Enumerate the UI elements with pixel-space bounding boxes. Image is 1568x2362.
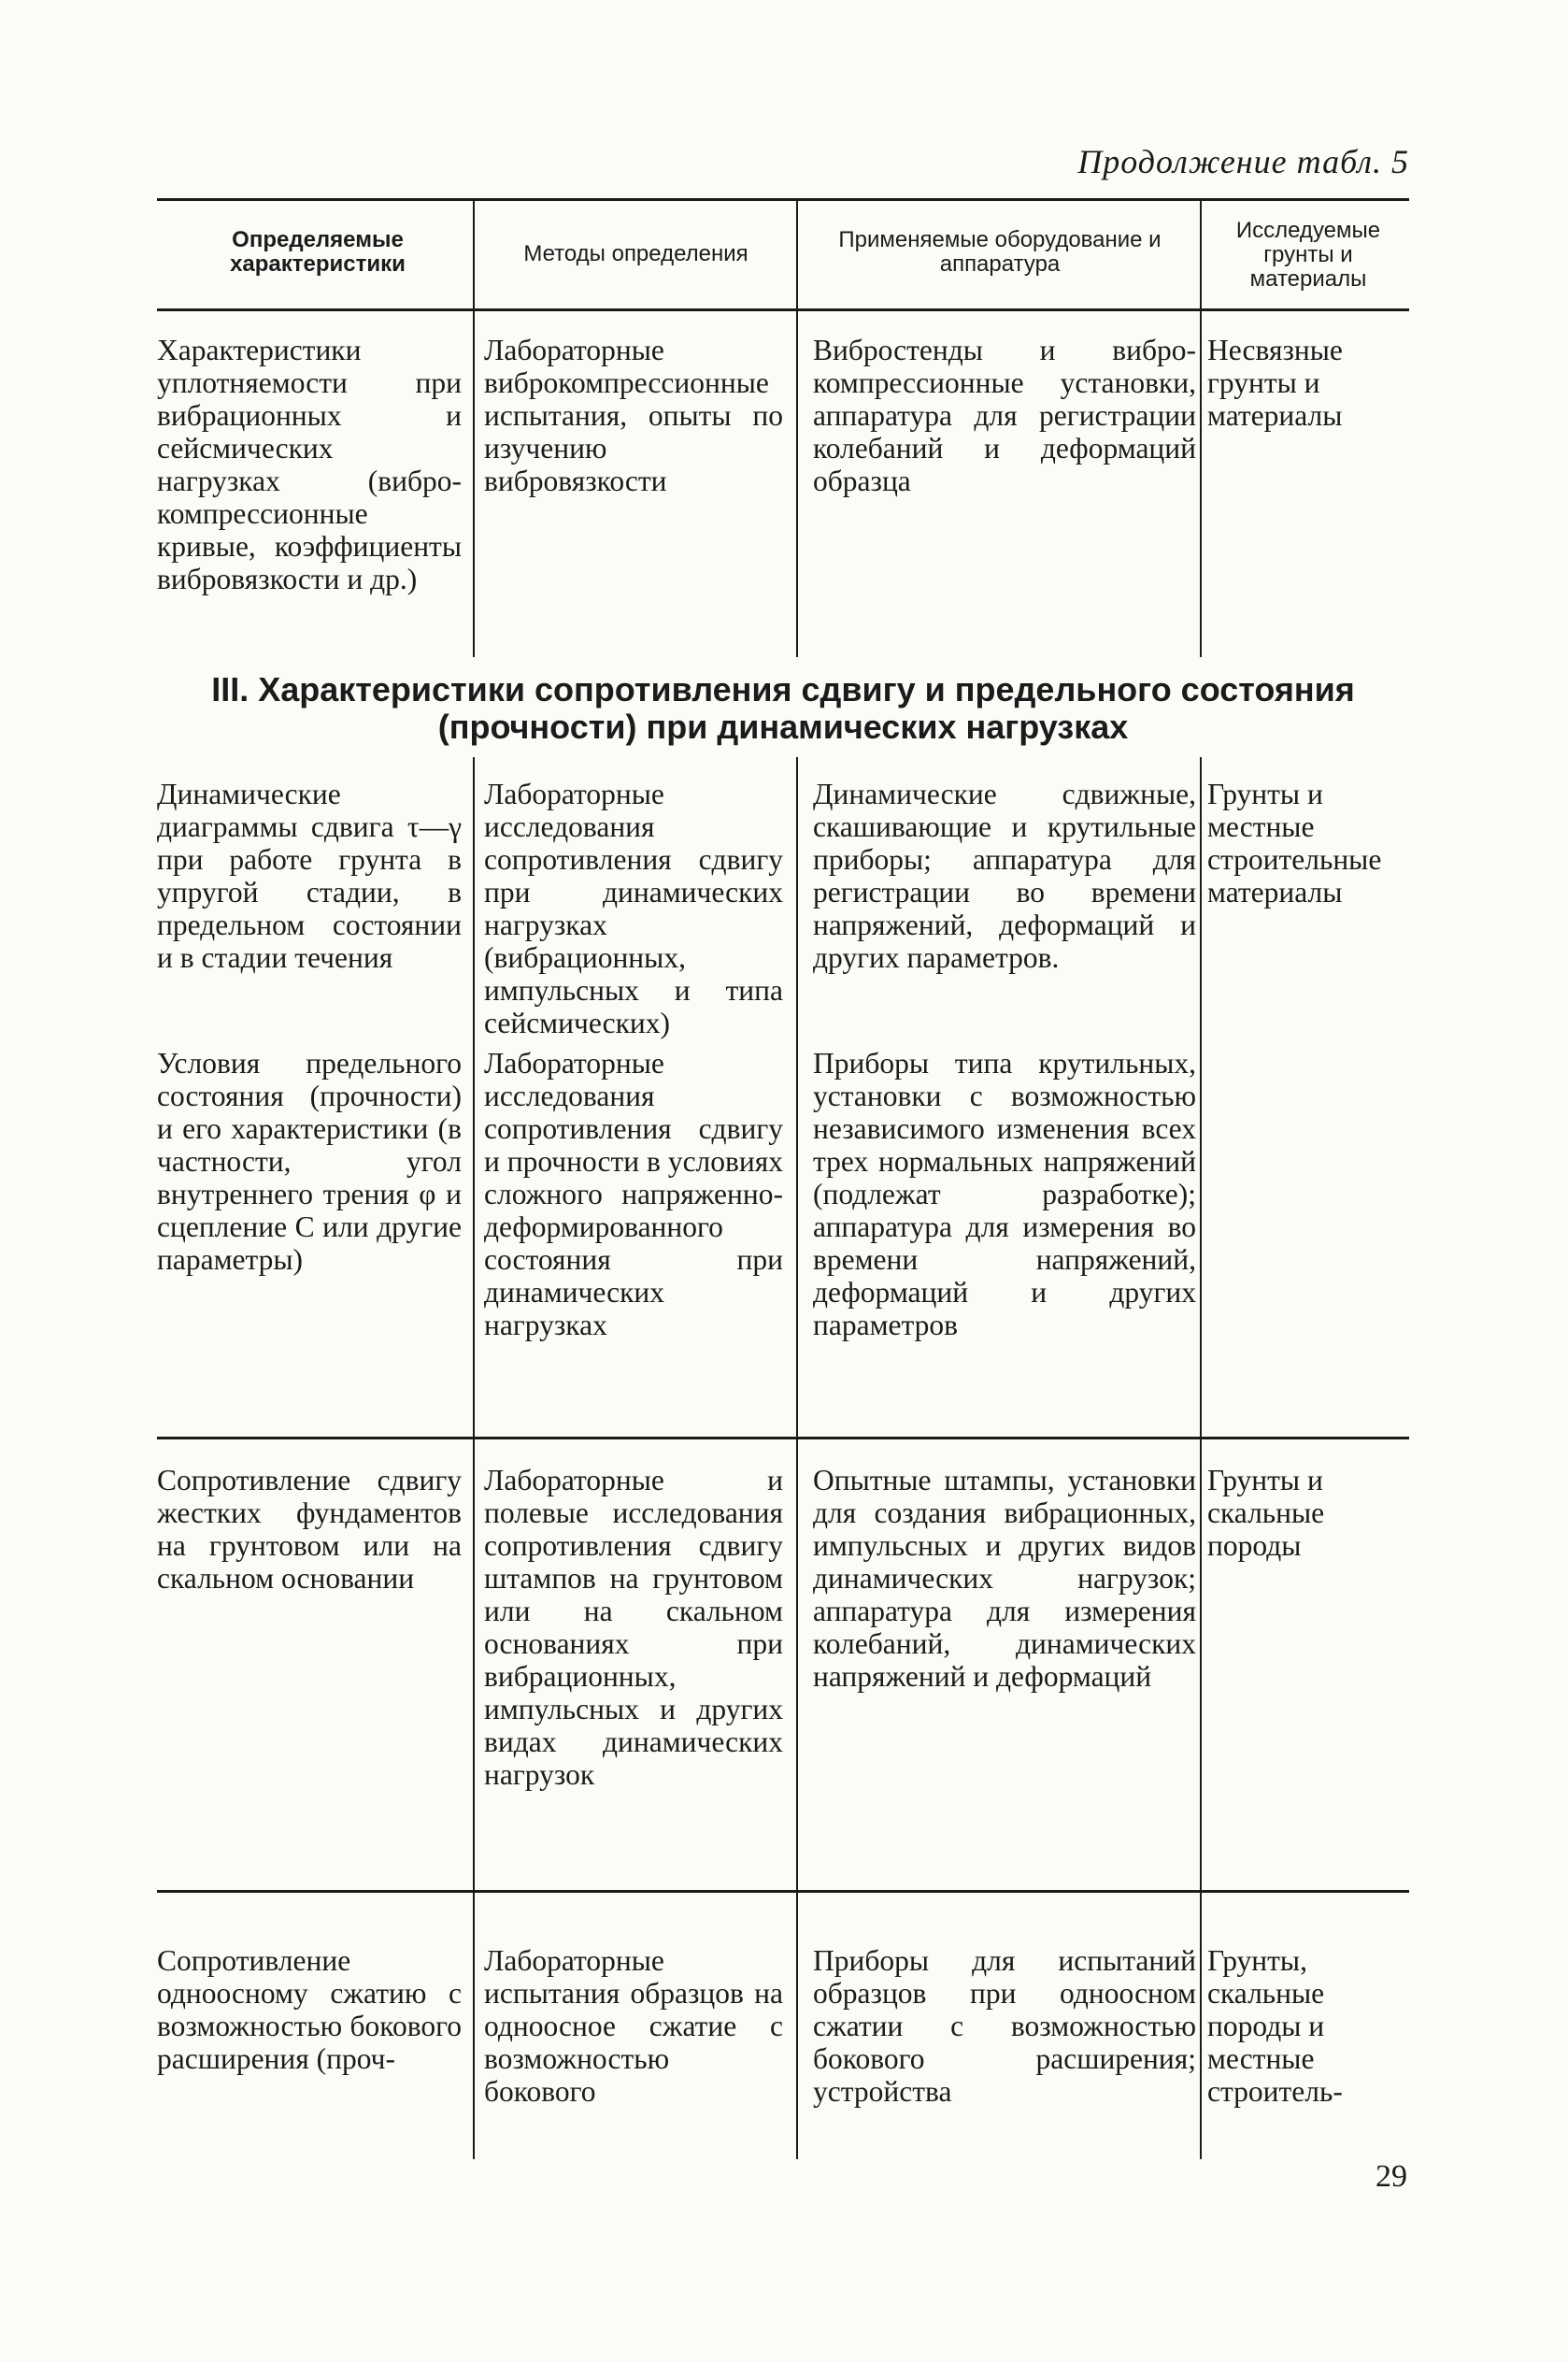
header-materials: Исследуемые грунты и материалы [1235, 218, 1381, 292]
section-row-4-characteristic: Сопротивление одноосному сжатию с возможностью бокового расширения (проч- [157, 1944, 462, 2075]
row-1-method: Лабораторные виброкомпрессионные испытания, опыты по изучению вибровязкости [484, 334, 783, 497]
column-rule [473, 201, 475, 657]
section-row-1-method: Лабораторные исследования сопротивления сдвигу при динамических нагрузках (вибрационных, импульсных и типа сейсмических) [484, 778, 783, 1039]
column-rule [796, 757, 798, 2159]
section-heading: III. Характеристики сопротивления сдвигу и предельного состояния (прочности) при динамических нагрузках [211, 670, 1355, 746]
section-row-1-materials: Грунты и местные строительные материалы [1207, 778, 1382, 909]
header-equipment: Применяемые оборудование и аппаратура [838, 227, 1162, 277]
row-1-equipment: Вибростенды и вибро-компрессионные установки, аппаратура для регистрации колебаний и деформаций образца [813, 334, 1196, 497]
column-rule [1200, 757, 1202, 2159]
header-bottom-rule [157, 308, 1409, 311]
section-row-4-equipment: Приборы для испытаний образцов при одноосном сжатии с возможностью бокового расширения; устройства [813, 1944, 1196, 2108]
section-row-3-characteristic: Сопротивление сдвигу жестких фундаментов на грунтовом или на скальном основании [157, 1464, 462, 1595]
section-row-2-characteristic: Условия предельного состояния (прочности) и его характеристики (в частности, угол внутреннего трения φ и сцепление C или другие параметры) [157, 1047, 462, 1276]
column-rule [473, 757, 475, 2159]
section-row-3-materials: Грунты и скальные породы [1207, 1464, 1325, 1562]
continuation-caption: Продолжение табл. 5 [1077, 143, 1409, 180]
table-top-rule [157, 198, 1409, 201]
row-1-characteristic: Характеристики уплотняемости при вибрационных и сейсмических нагрузках (вибро-компрессионные кривые, коэффициенты вибровязкости и др.) [157, 334, 462, 595]
row-1-materials: Несвязные грунты и материалы [1207, 334, 1343, 432]
section-row-3-method: Лабораторные и полевые исследования сопротивления сдвигу штампов на грунтовом или на скальном основаниях при вибрационных, импульсных и других видах динамических нагрузок [484, 1464, 783, 1791]
row-separator-rule [157, 1890, 1409, 1893]
section-row-2-equipment: Приборы типа крутильных, установки с возможностью независимого изменения всех трех нормальных напряжений (подлежат разработке); аппаратура для измерения во времени напряжений, деформаций и других параметров [813, 1047, 1196, 1341]
header-methods: Методы определения [523, 241, 748, 266]
header-characteristics: Определяемые характеристики [230, 227, 406, 277]
section-row-3-equipment: Опытные штампы, установки для создания вибрационных, импульсных и других видов динамических нагрузок; аппаратура для измерения колебаний, динамических напряжений и деформаций [813, 1464, 1196, 1693]
section-row-4-materials: Грунты, скальные породы и местные строитель- [1207, 1944, 1343, 2108]
section-row-1-equipment: Динамические сдвижные, скашивающие и крутильные приборы; аппаратура для регистрации во времени напряжений, деформаций и других параметров. [813, 778, 1196, 974]
column-rule [796, 201, 798, 657]
page-number: 29 [1376, 2159, 1407, 2194]
section-row-1-characteristic: Динамические диаграммы сдвига τ—γ при работе грунта в упругой стадии, в предельном состоянии и в стадии течения [157, 778, 462, 974]
section-row-4-method: Лабораторные испытания образцов на одноосное сжатие с возможностью бокового [484, 1944, 783, 2108]
column-rule [1200, 201, 1202, 657]
row-separator-rule [157, 1437, 1409, 1439]
section-row-2-method: Лабораторные исследования сопротивления сдвигу и прочности в условиях сложного напряженно-деформированного состояния при динамических нагрузках [484, 1047, 783, 1341]
